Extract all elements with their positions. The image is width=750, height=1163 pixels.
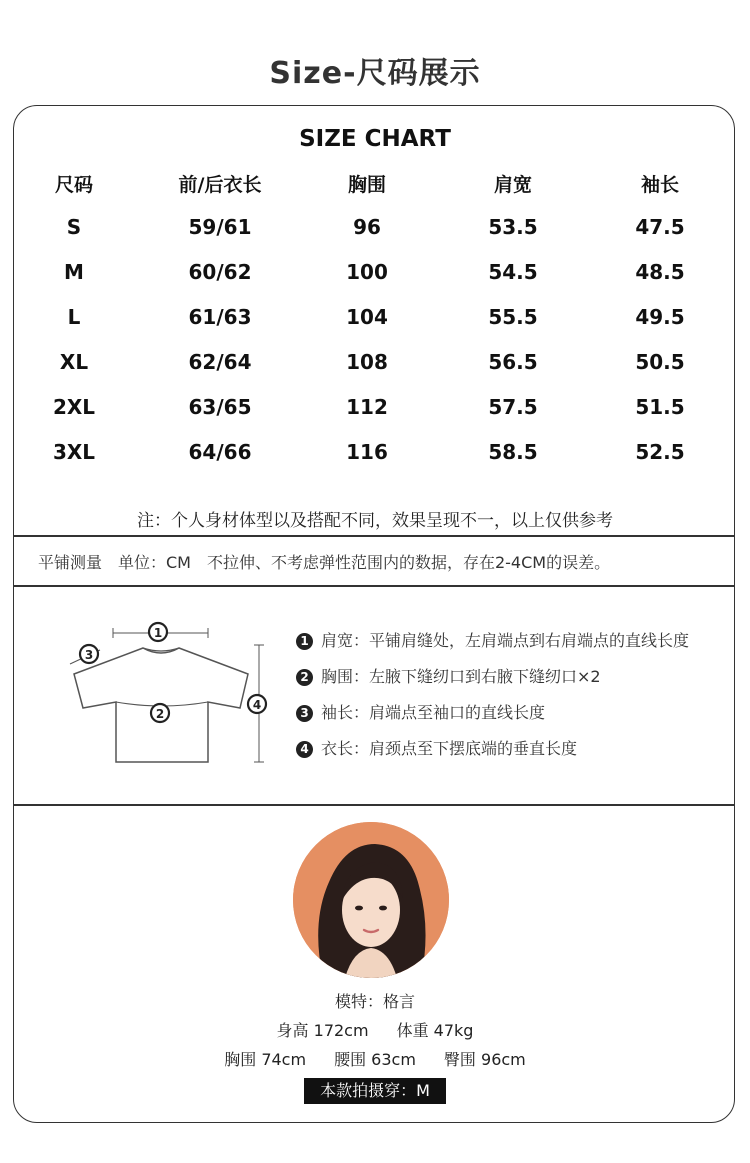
table-cell: 108 bbox=[346, 350, 388, 374]
header-size: 尺码 bbox=[54, 174, 94, 196]
divider bbox=[13, 535, 735, 537]
table-cell: 112 bbox=[346, 395, 388, 419]
table-header-row bbox=[0, 170, 750, 215]
size-chart-title: SIZE CHART bbox=[299, 126, 451, 152]
table-cell: 116 bbox=[346, 440, 388, 464]
fit-note: 注：个人身材体型以及搭配不同，效果呈现不一，以上仅供参考 bbox=[137, 511, 613, 531]
page-title: Size-尺码展示 bbox=[269, 56, 481, 91]
divider bbox=[13, 585, 735, 587]
table-row bbox=[0, 305, 750, 350]
table-cell: 58.5 bbox=[488, 440, 538, 464]
table-cell: 3XL bbox=[52, 440, 96, 464]
wearing-size-badge-wrap bbox=[0, 1078, 750, 1104]
header-shoulder: 肩宽 bbox=[493, 174, 533, 196]
table-cell: 62/64 bbox=[188, 350, 252, 374]
table-cell: 63/65 bbox=[188, 395, 252, 419]
table-cell: 53.5 bbox=[488, 215, 538, 239]
table-row bbox=[0, 440, 750, 485]
marker-4: 4 bbox=[252, 698, 262, 712]
measure-legend bbox=[296, 628, 689, 772]
table-cell: 56.5 bbox=[488, 350, 538, 374]
table-cell: 100 bbox=[346, 260, 388, 284]
divider bbox=[13, 804, 735, 806]
tshirt-icon bbox=[58, 612, 278, 777]
wearing-size-badge: 本款拍摄穿：M bbox=[304, 1078, 446, 1104]
model-portrait-icon bbox=[293, 822, 449, 978]
model-waist: 腰围 63cm bbox=[334, 1050, 416, 1069]
header-sleeve: 袖长 bbox=[640, 174, 680, 196]
model-bust: 胸围 74cm bbox=[224, 1050, 307, 1069]
legend-item-bust bbox=[296, 664, 689, 700]
table-row bbox=[0, 260, 750, 305]
legend-item-length bbox=[296, 736, 689, 772]
model-hip: 臀围 96cm bbox=[443, 1050, 526, 1069]
table-cell: S bbox=[66, 215, 82, 239]
table-cell: 50.5 bbox=[635, 350, 685, 374]
size-table bbox=[0, 170, 750, 485]
table-cell: 64/66 bbox=[188, 440, 252, 464]
number-badge-icon: 1 bbox=[296, 633, 313, 650]
marker-1: 1 bbox=[153, 626, 163, 640]
table-row bbox=[0, 395, 750, 440]
table-cell: 59/61 bbox=[188, 215, 252, 239]
table-cell: 2XL bbox=[52, 395, 96, 419]
table-cell: 57.5 bbox=[488, 395, 538, 419]
tshirt-measure-diagram bbox=[58, 612, 278, 777]
legend-text: 肩宽：平铺肩缝处，左肩端点到右肩端点的直线长度 bbox=[321, 631, 690, 650]
marker-3: 3 bbox=[84, 648, 94, 662]
table-cell: 60/62 bbox=[188, 260, 252, 284]
measurement-note: 平铺测量 单位：CM 不拉伸、不考虑弹性范围内的数据，存在2-4CM的误差。 bbox=[38, 553, 611, 572]
header-length: 前/后衣长 bbox=[178, 174, 262, 196]
table-cell: 48.5 bbox=[635, 260, 685, 284]
table-cell: XL bbox=[59, 350, 89, 374]
table-cell: 104 bbox=[346, 305, 388, 329]
table-cell: 55.5 bbox=[488, 305, 538, 329]
table-row bbox=[0, 215, 750, 260]
legend-text: 胸围：左腋下缝纫口到右腋下缝纫口×2 bbox=[321, 667, 601, 686]
model-weight: 体重 47kg bbox=[396, 1021, 474, 1040]
table-row bbox=[0, 350, 750, 395]
legend-item-shoulder bbox=[296, 628, 689, 664]
header-bust: 胸围 bbox=[347, 174, 387, 196]
number-badge-icon: 2 bbox=[296, 669, 313, 686]
model-avatar bbox=[293, 822, 449, 978]
table-cell: M bbox=[64, 260, 84, 284]
legend-item-sleeve bbox=[296, 700, 689, 736]
model-measurements bbox=[0, 1050, 750, 1079]
table-cell: 49.5 bbox=[635, 305, 685, 329]
model-height: 身高 172cm bbox=[276, 1021, 369, 1040]
table-cell: 96 bbox=[353, 215, 381, 239]
table-cell: 61/63 bbox=[188, 305, 252, 329]
model-height-weight bbox=[0, 1021, 750, 1050]
table-cell: 52.5 bbox=[635, 440, 685, 464]
number-badge-icon: 3 bbox=[296, 705, 313, 722]
model-info bbox=[0, 992, 750, 1079]
marker-2: 2 bbox=[155, 707, 165, 721]
table-cell: 54.5 bbox=[488, 260, 538, 284]
table-cell: L bbox=[67, 305, 81, 329]
legend-text: 衣长：肩颈点至下摆底端的垂直长度 bbox=[321, 739, 578, 758]
model-name bbox=[0, 992, 750, 1021]
number-badge-icon: 4 bbox=[296, 741, 313, 758]
model-name-text: 模特：格言 bbox=[334, 992, 415, 1011]
legend-text: 袖长：肩端点至袖口的直线长度 bbox=[321, 703, 546, 722]
table-cell: 47.5 bbox=[635, 215, 685, 239]
table-cell: 51.5 bbox=[635, 395, 685, 419]
